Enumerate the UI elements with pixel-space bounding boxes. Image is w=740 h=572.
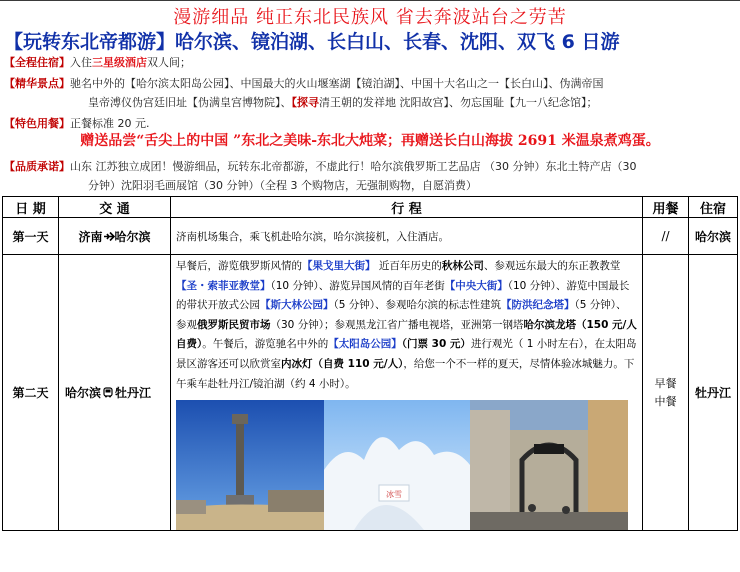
svg-text:冰雪: 冰雪: [386, 490, 402, 500]
bus-icon: [103, 387, 113, 398]
sight-name: 【防洪纪念塔】: [501, 299, 575, 312]
meal-tag: 【特色用餐】: [4, 117, 70, 130]
promo-banner: 赠送品尝“舌尖上的中国 ”东北之美味-东北大炖菜；再赠送长白山海拔 2691 米温泉煮鸡蛋。: [80, 133, 660, 149]
desc-part: （10 分钟）、游览异国风情的百年老街: [270, 279, 445, 292]
table-header-row: [3, 197, 738, 218]
day2-text: [176, 257, 637, 394]
top-rule: [0, 0, 740, 1]
desc-part: 进行观光（ 1 小时左右），在太阳岛景区游客还可以欣赏室: [176, 338, 637, 370]
sights-text-2c: 清王朝的发祥地 沈阳故宫】、勿忘国耻【九一八纪念馆】；: [319, 96, 598, 109]
sight-name: 【圣・索菲亚教堂】: [176, 279, 271, 292]
promise-text-2: 分钟）沈阳羽毛画展馆（30 分钟）（全程 3 个购物店，无强制购物，自愿消费）: [88, 179, 477, 192]
stay-tag: 【全程住宿】: [4, 56, 70, 69]
desc-part: 近百年历史的: [375, 260, 442, 272]
sights-text-2b: 【探寻: [291, 96, 319, 109]
meal-cell: 早餐 中餐: [643, 255, 689, 531]
itinerary-table: [2, 196, 738, 531]
header-itinerary: 行 程: [171, 197, 643, 218]
photo-snow-sculpture: [324, 400, 470, 530]
header-date: 日 期: [3, 197, 59, 218]
table-row: [3, 218, 738, 255]
desc-part: （5 分钟）、参观: [176, 299, 627, 331]
stay-line: [4, 53, 736, 72]
title-route: 哈尔滨、镜泊湖、长白山、长春、沈阳、双飞 6 日游: [175, 31, 620, 53]
desc-part: （10 分钟）、游览中国最长的带状开放式公园: [176, 279, 630, 312]
desc-part: （30 分钟）；参观黑龙江省广播电视塔，亚洲第一钢塔: [270, 318, 524, 331]
transport-from: 济南: [78, 229, 103, 244]
sights-text-2a: 皇帝溥仪伪宫廷旧址【伪满皇宫博物院】、: [88, 96, 292, 109]
sights-text-1: 驰名中外的【哈尔滨太阳岛公园】、中国最大的火山堰塞湖【镜泊湖】、中国十大名山之一【长白山】、伪满帝国: [70, 77, 604, 90]
price-note: （门票 30 元）: [401, 338, 471, 351]
desc-part: 、参观远东最大的东正教教堂: [483, 260, 621, 272]
sights-line-2: [4, 93, 736, 112]
table-row: [3, 255, 738, 531]
transport-from: 哈尔滨: [65, 386, 102, 401]
page-title: [4, 27, 736, 54]
sight-name: 俄罗斯民贸市场: [197, 318, 271, 331]
stay-cell: 哈尔滨: [689, 218, 738, 255]
sights-line-1: [4, 74, 736, 93]
sights-tag: 【精华景点】: [4, 77, 70, 90]
price-note: 内冰灯（自费 110 元/人）: [281, 357, 404, 370]
sight-name: 【果戈里大街】: [302, 260, 376, 272]
header-stay: 住宿: [689, 197, 738, 218]
day-label: 第二天: [3, 255, 59, 531]
desc-part: ，给您一个不一样的夏天，尽情体验冰城魅力。下午乘车赴牡丹江/镜泊湖（约 4 小时）。: [176, 357, 635, 390]
stay-cell: 牡丹江: [689, 255, 738, 531]
promise-tag: 【品质承诺】: [4, 160, 70, 173]
sight-name: 【斯大林公园】: [260, 299, 334, 312]
desc-part: 早餐后，游览俄罗斯风情的: [176, 260, 302, 272]
stay-post: 双人间；: [147, 56, 191, 69]
header-transport: 交 通: [59, 197, 171, 218]
transport-cell: [59, 218, 171, 255]
promise-line-2: [4, 176, 736, 195]
promise-line-1: [4, 157, 736, 176]
title-tag: 【玩转东北帝都游】: [4, 31, 176, 53]
plane-icon: [103, 231, 115, 242]
sight-name: 【太阳岛公园】: [328, 338, 402, 351]
sight-name: 哈尔滨龙塔（150 元/人自费）: [176, 318, 637, 351]
stay-hotel: 三星级酒店: [92, 56, 147, 69]
day-description: 济南机场集合，乘飞机赴哈尔滨，哈尔滨接机，入住酒店。: [171, 218, 643, 255]
stay-pre: 入住: [70, 56, 92, 69]
meal-text: 正餐标准 20 元.: [70, 117, 150, 130]
transport-cell: [59, 255, 171, 531]
day-description: [171, 255, 643, 531]
promise-text-1: 山东 江苏独立成团！慢游细品，玩转东北帝都游，不虚此行！哈尔滨俄罗斯工艺品店 （30 分钟）东北土特产店（30: [70, 160, 637, 173]
desc-part: （5 分钟）、参观哈尔滨的标志性建筑: [333, 299, 502, 312]
photo-flood-tower: [176, 400, 324, 530]
photo-central-street: [470, 400, 628, 530]
meal-cell: //: [643, 218, 689, 255]
sight-name: 秋林公司: [441, 260, 484, 272]
transport-to: 牡丹江: [115, 386, 152, 401]
day-label: 第一天: [3, 218, 59, 255]
desc-part: 。午餐后，游览驰名中外的: [202, 338, 329, 351]
sight-name: 【中央大街】: [444, 279, 508, 292]
header-meal: 用餐: [643, 197, 689, 218]
slogan: 漫游细品 纯正东北民族风 省去奔波站台之劳苦: [173, 7, 567, 28]
transport-to: 哈尔滨: [114, 229, 151, 244]
photo-strip: [176, 400, 637, 530]
